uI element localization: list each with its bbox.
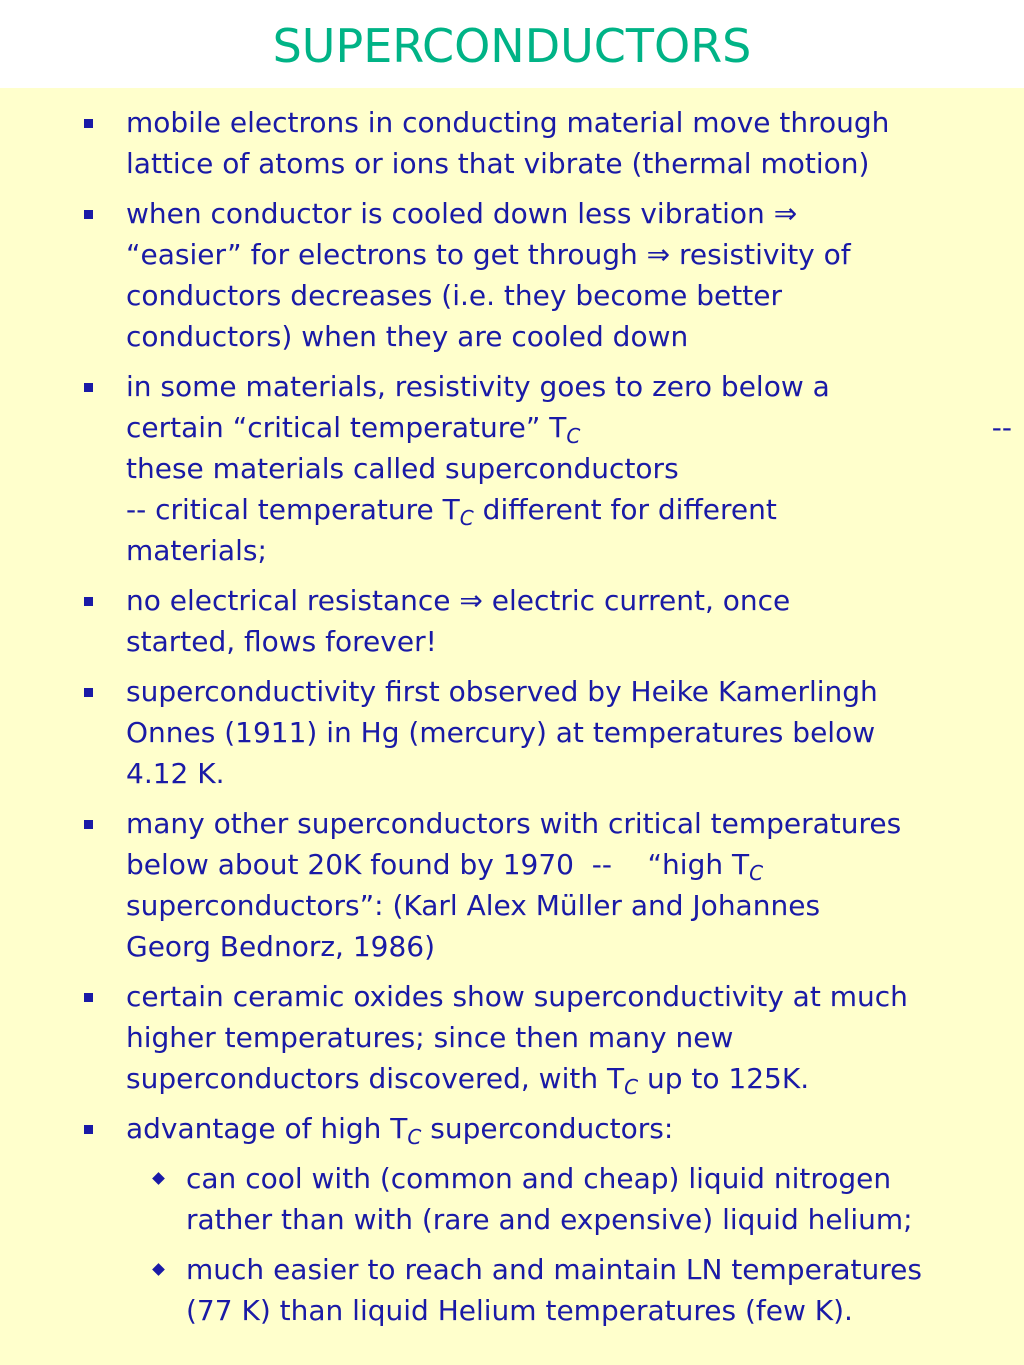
bullet-item (0, 366, 1024, 571)
bullet-line: lattice of atoms or ions that vibrate (thermal motion) (126, 147, 870, 180)
bullet-line: conductors) when they are cooled down (126, 320, 689, 353)
bullet-line: when conductor is cooled down less vibration ⇒ (126, 197, 798, 230)
bullet-line: these materials called superconductors (126, 452, 679, 485)
bullet-line (126, 407, 1012, 448)
bullet-item (0, 1108, 1024, 1149)
subscript: C (407, 1125, 422, 1149)
bullet-line: higher temperatures; since then many new (126, 1021, 734, 1054)
square-bullet-icon (84, 597, 93, 606)
bullet-text: certain “critical temperature” T (126, 411, 567, 444)
bullet-text: superconductors: (421, 1112, 674, 1145)
bullet-item (0, 580, 1024, 662)
bullet-line (126, 489, 1012, 530)
bullet-text: different for different (473, 493, 777, 526)
square-bullet-icon (84, 688, 93, 697)
bullet-text: up to 125K. (638, 1062, 810, 1095)
bullet-text: superconductors discovered, with T (126, 1062, 625, 1095)
bullet-item (0, 976, 1024, 1099)
sub-bullet-item (0, 1158, 1024, 1240)
bullet-line: conductors decreases (i.e. they become better (126, 279, 782, 312)
bullet-item (0, 803, 1024, 967)
bullet-item (0, 193, 1024, 357)
bullet-item (0, 102, 1024, 184)
bullet-line: certain ceramic oxides show superconductivity at much (126, 980, 908, 1013)
bullet-line: rather than with (rare and expensive) liquid helium; (186, 1203, 913, 1236)
bullet-line: many other superconductors with critical temperatures (126, 807, 902, 840)
bullet-line (126, 844, 1012, 885)
title-bar (0, 0, 1024, 88)
subscript: C (566, 424, 581, 448)
bullet-line: (77 K) than liquid Helium temperatures (few K). (186, 1294, 853, 1327)
bullet-text: -- critical temperature T (126, 493, 460, 526)
bullet-line: 4.12 K. (126, 757, 225, 790)
bullet-item (0, 671, 1024, 794)
bullet-line: superconductivity first observed by Heike Kamerlingh (126, 675, 878, 708)
bullet-line: superconductors”: (Karl Alex Müller and Johannes (126, 889, 821, 922)
bullet-line: much easier to reach and maintain LN temperatures (186, 1253, 922, 1286)
square-bullet-icon (84, 210, 93, 219)
bullet-line (126, 1108, 1012, 1149)
slide-content (0, 88, 1024, 1365)
bullet-line: Onnes (1911) in Hg (mercury) at temperatures below (126, 716, 876, 749)
page-title: SUPERCONDUCTORS (272, 19, 752, 73)
square-bullet-icon (84, 383, 93, 392)
bullet-line: can cool with (common and cheap) liquid nitrogen (186, 1162, 892, 1195)
bullet-text: advantage of high T (126, 1112, 408, 1145)
square-bullet-icon (84, 993, 93, 1002)
bullet-line: started, flows forever! (126, 625, 437, 658)
bullet-line: “easier” for electrons to get through ⇒ resistivity of (126, 238, 851, 271)
bullet-line (126, 1058, 1012, 1099)
bullet-text: below about 20K found by 1970 -- “high T (126, 848, 750, 881)
bullet-line: in some materials, resistivity goes to zero below a (126, 370, 830, 403)
diamond-bullet-icon (152, 1172, 165, 1185)
bullet-line: Georg Bednorz, 1986) (126, 930, 436, 963)
subscript: C (749, 861, 764, 885)
square-bullet-icon (84, 820, 93, 829)
dash-text: -- (991, 411, 1012, 444)
diamond-bullet-icon (152, 1263, 165, 1276)
square-bullet-icon (84, 1125, 93, 1134)
bullet-list (0, 102, 1024, 1340)
sub-bullet-item (0, 1249, 1024, 1331)
bullet-line: mobile electrons in conducting material move through (126, 106, 890, 139)
subscript: C (459, 506, 474, 530)
subscript: C (624, 1075, 639, 1099)
bullet-line: no electrical resistance ⇒ electric current, once (126, 584, 791, 617)
square-bullet-icon (84, 119, 93, 128)
bullet-line: materials; (126, 534, 267, 567)
